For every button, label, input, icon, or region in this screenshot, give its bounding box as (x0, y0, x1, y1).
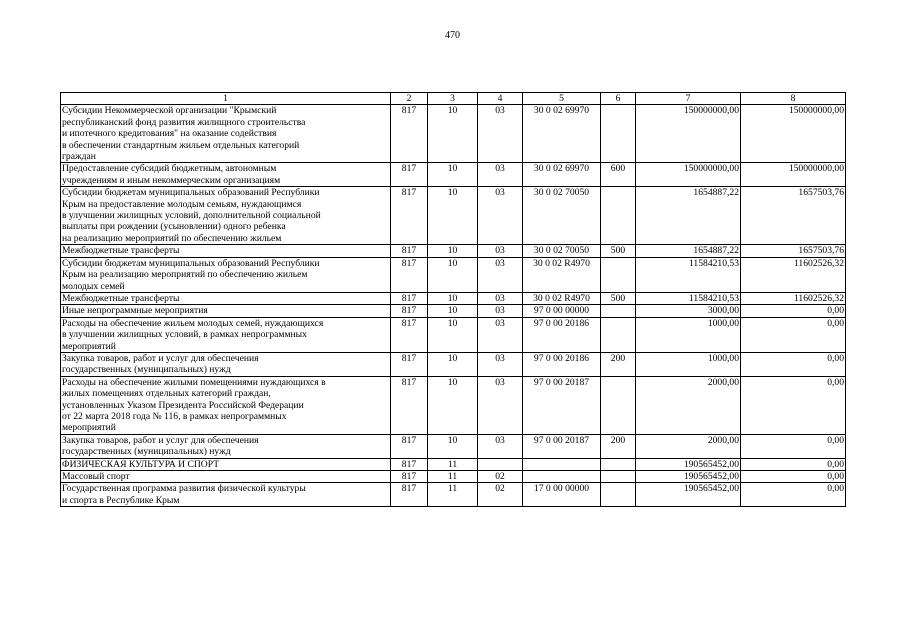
table-body (61, 105, 846, 507)
amount-year-1: 1654887,22 (636, 245, 741, 257)
amount-year-2: 11602526,32 (741, 292, 846, 304)
subsection-code: 03 (478, 305, 523, 317)
expense-type-code (601, 105, 636, 163)
expense-type-code: 500 (601, 292, 636, 304)
section-code: 11 (428, 483, 478, 507)
row-description: ФИЗИЧЕСКАЯ КУЛЬТУРА И СПОРТ (61, 458, 391, 470)
ministry-code: 817 (391, 458, 428, 470)
section-code: 10 (428, 105, 478, 163)
ministry-code: 817 (391, 292, 428, 304)
section-code: 10 (428, 376, 478, 434)
table-row (61, 187, 846, 245)
row-description: Массовый спорт (61, 471, 391, 483)
subsection-code: 03 (478, 434, 523, 458)
ministry-code: 817 (391, 483, 428, 507)
table-row (61, 305, 846, 317)
amount-year-2: 0,00 (741, 471, 846, 483)
column-header: 4 (478, 93, 523, 105)
amount-year-1: 150000000,00 (636, 105, 741, 163)
subsection-code: 02 (478, 483, 523, 507)
expense-type-code: 500 (601, 245, 636, 257)
ministry-code: 817 (391, 245, 428, 257)
section-code: 10 (428, 292, 478, 304)
amount-year-1: 190565452,00 (636, 471, 741, 483)
row-description: Расходы на обеспечение жильем молодых семей, нуждающихся в улучшении жилищных условий, в рамках непрограммных мероприятий (61, 317, 391, 352)
target-article-code: 30 0 02 70050 (523, 187, 601, 245)
target-article-code: 97 0 00 20187 (523, 376, 601, 434)
amount-year-2: 1657503,76 (741, 187, 846, 245)
amount-year-2: 0,00 (741, 376, 846, 434)
subsection-code: 03 (478, 292, 523, 304)
amount-year-2: 0,00 (741, 305, 846, 317)
column-header: 6 (601, 93, 636, 105)
column-header: 3 (428, 93, 478, 105)
row-description: Предоставление субсидий бюджетным, автономным учреждениям и иным некоммерческим организациям (61, 163, 391, 187)
table-row (61, 292, 846, 304)
amount-year-2: 150000000,00 (741, 163, 846, 187)
target-article-code: 97 0 00 00000 (523, 305, 601, 317)
expense-type-code (601, 257, 636, 292)
target-article-code: 17 0 00 00000 (523, 483, 601, 507)
subsection-code: 03 (478, 163, 523, 187)
expense-type-code (601, 376, 636, 434)
table-row (61, 458, 846, 470)
amount-year-1: 150000000,00 (636, 163, 741, 187)
expense-type-code: 600 (601, 163, 636, 187)
header-row (61, 93, 846, 105)
table-row (61, 105, 846, 163)
subsection-code: 03 (478, 187, 523, 245)
section-code: 10 (428, 245, 478, 257)
section-code: 10 (428, 305, 478, 317)
expense-type-code (601, 483, 636, 507)
expense-type-code: 200 (601, 434, 636, 458)
ministry-code: 817 (391, 352, 428, 376)
ministry-code: 817 (391, 305, 428, 317)
amount-year-1: 11584210,53 (636, 292, 741, 304)
row-description: Межбюджетные трансферты (61, 245, 391, 257)
section-code: 10 (428, 257, 478, 292)
target-article-code: 30 0 02 70050 (523, 245, 601, 257)
target-article-code: 97 0 00 20186 (523, 352, 601, 376)
amount-year-1: 190565452,00 (636, 458, 741, 470)
ministry-code: 817 (391, 163, 428, 187)
ministry-code: 817 (391, 434, 428, 458)
row-description: Закупка товаров, работ и услуг для обеспечения государственных (муниципальных) нужд (61, 352, 391, 376)
section-code: 11 (428, 458, 478, 470)
ministry-code: 817 (391, 376, 428, 434)
column-header: 7 (636, 93, 741, 105)
expense-type-code (601, 317, 636, 352)
expense-type-code (601, 305, 636, 317)
table-row (61, 376, 846, 434)
ministry-code: 817 (391, 105, 428, 163)
row-description: Иные непрограммные мероприятия (61, 305, 391, 317)
amount-year-2: 150000000,00 (741, 105, 846, 163)
table-row (61, 352, 846, 376)
amount-year-2: 0,00 (741, 352, 846, 376)
table-row (61, 163, 846, 187)
subsection-code (478, 458, 523, 470)
table-row (61, 245, 846, 257)
expense-type-code: 200 (601, 352, 636, 376)
row-description: Субсидии Некоммерческой организации "Крымский республиканский фонд развития жилищного строительства и ипотечного кредитования" на оказание содействия в обеспечении стандартным жильем отдельных категорий граждан (61, 105, 391, 163)
amount-year-2: 1657503,76 (741, 245, 846, 257)
subsection-code: 03 (478, 257, 523, 292)
target-article-code: 30 0 02 69970 (523, 105, 601, 163)
subsection-code: 03 (478, 105, 523, 163)
amount-year-2: 0,00 (741, 317, 846, 352)
table-row (61, 317, 846, 352)
target-article-code (523, 471, 601, 483)
amount-year-1: 1000,00 (636, 352, 741, 376)
target-article-code: 97 0 00 20186 (523, 317, 601, 352)
section-code: 10 (428, 187, 478, 245)
section-code: 10 (428, 317, 478, 352)
amount-year-2: 11602526,32 (741, 257, 846, 292)
column-header: 5 (523, 93, 601, 105)
section-code: 10 (428, 352, 478, 376)
column-header: 8 (741, 93, 846, 105)
amount-year-2: 0,00 (741, 458, 846, 470)
subsection-code: 03 (478, 317, 523, 352)
section-code: 11 (428, 471, 478, 483)
ministry-code: 817 (391, 187, 428, 245)
target-article-code: 30 0 02 69970 (523, 163, 601, 187)
target-article-code: 97 0 00 20187 (523, 434, 601, 458)
column-header: 1 (61, 93, 391, 105)
target-article-code: 30 0 02 R4970 (523, 292, 601, 304)
row-description: Закупка товаров, работ и услуг для обеспечения государственных (муниципальных) нужд (61, 434, 391, 458)
table-row (61, 257, 846, 292)
budget-table (60, 92, 846, 507)
ministry-code: 817 (391, 317, 428, 352)
subsection-code: 02 (478, 471, 523, 483)
expense-type-code (601, 458, 636, 470)
table-row (61, 434, 846, 458)
expense-type-code (601, 471, 636, 483)
ministry-code: 817 (391, 471, 428, 483)
row-description: Расходы на обеспечение жилыми помещениями нуждающихся в жилых помещениях отдельных категорий граждан, установленных Указом Президента Российской Федерации от 22 марта 2018 года № 116, в рамках непрограммных мероприятий (61, 376, 391, 434)
subsection-code: 03 (478, 352, 523, 376)
page-number: 470 (445, 30, 460, 41)
amount-year-1: 11584210,53 (636, 257, 741, 292)
table-row (61, 483, 846, 507)
column-header: 2 (391, 93, 428, 105)
row-description: Межбюджетные трансферты (61, 292, 391, 304)
row-description: Субсидии бюджетам муниципальных образований Республики Крым на предоставление молодым семьям, нуждающимся в улучшении жилищных условий, дополнительной социальной выплаты при рождении (усыновлении) одного ребенка на реализацию мероприятий по обеспечению жильем (61, 187, 391, 245)
target-article-code (523, 458, 601, 470)
row-description: Государственная программа развития физической культуры и спорта в Республике Крым (61, 483, 391, 507)
subsection-code: 03 (478, 376, 523, 434)
expense-type-code (601, 187, 636, 245)
table-row (61, 471, 846, 483)
ministry-code: 817 (391, 257, 428, 292)
amount-year-1: 1654887,22 (636, 187, 741, 245)
amount-year-1: 3000,00 (636, 305, 741, 317)
section-code: 10 (428, 434, 478, 458)
amount-year-1: 2000,00 (636, 376, 741, 434)
amount-year-1: 190565452,00 (636, 483, 741, 507)
amount-year-2: 0,00 (741, 483, 846, 507)
amount-year-1: 1000,00 (636, 317, 741, 352)
section-code: 10 (428, 163, 478, 187)
target-article-code: 30 0 02 R4970 (523, 257, 601, 292)
amount-year-2: 0,00 (741, 434, 846, 458)
row-description: Субсидии бюджетам муниципальных образований Республики Крым на реализацию мероприятий по обеспечению жильем молодых семей (61, 257, 391, 292)
amount-year-1: 2000,00 (636, 434, 741, 458)
subsection-code: 03 (478, 245, 523, 257)
